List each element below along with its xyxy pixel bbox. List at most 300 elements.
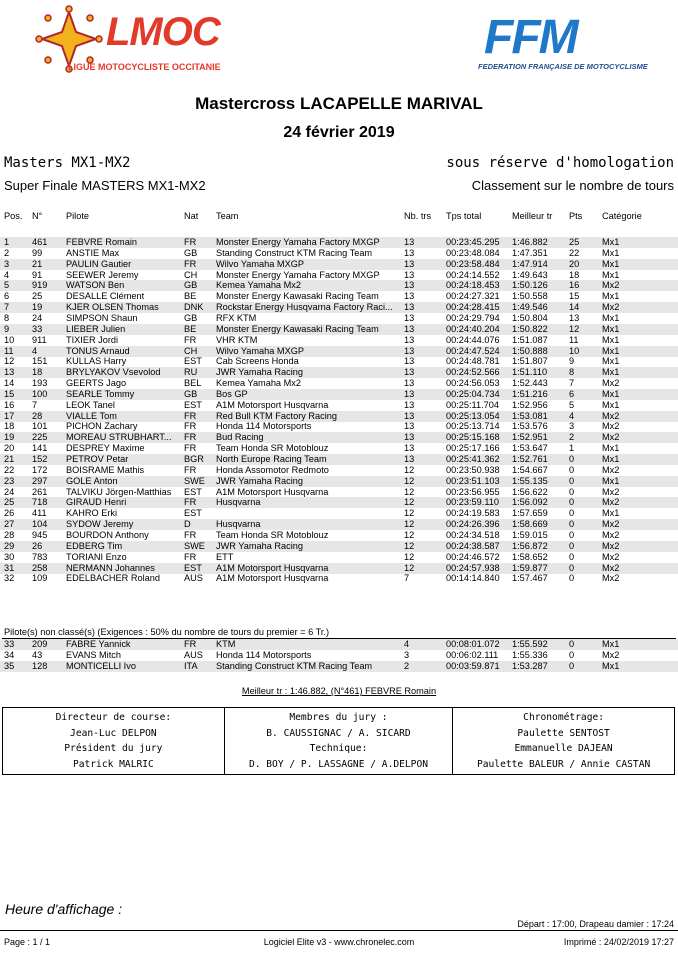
cell-nat: EST bbox=[184, 562, 202, 573]
cell-rider: PAULIN Gautier bbox=[66, 258, 132, 269]
cell-nat: DNK bbox=[184, 302, 204, 313]
cell-rider: EDBERG Tim bbox=[66, 540, 123, 551]
cell-nat: GB bbox=[184, 388, 198, 399]
cell-team: Team Honda SR Motoblouz bbox=[216, 529, 329, 540]
cell-rider: FABRE Yannick bbox=[66, 639, 131, 649]
cell-total-time: 00:25:15.168 bbox=[446, 432, 500, 443]
cell-laps: 12 bbox=[404, 464, 415, 475]
cell-points: 0 bbox=[569, 464, 575, 475]
cell-rider: BOURDON Anthony bbox=[66, 529, 149, 540]
table-row bbox=[0, 530, 678, 541]
cell-laps: 12 bbox=[404, 475, 415, 486]
timing-person-1: Paulette SENTOST bbox=[517, 727, 610, 739]
cell-category: Mx1 bbox=[602, 399, 620, 410]
cell-laps: 13 bbox=[404, 269, 415, 280]
cell-points: 0 bbox=[569, 639, 575, 649]
cell-category: Mx1 bbox=[602, 247, 620, 258]
cell-nat: FR bbox=[184, 464, 197, 475]
cell-category: Mx1 bbox=[602, 323, 620, 334]
cell-number: 919 bbox=[32, 280, 48, 291]
cell-team: ETT bbox=[216, 551, 234, 562]
cell-number: 461 bbox=[32, 237, 48, 247]
cell-total-time: 00:24:57.938 bbox=[446, 562, 500, 573]
cell-team: A1M Motorsport Husqvarna bbox=[216, 573, 329, 584]
cell-team: Wilvo Yamaha MXGP bbox=[216, 258, 304, 269]
table-row bbox=[0, 324, 678, 335]
cell-total-time: 00:06:02.111 bbox=[446, 649, 499, 660]
cell-team: Monster Energy Yamaha Factory MXGP bbox=[216, 237, 380, 247]
cell-points: 18 bbox=[569, 269, 580, 280]
cell-best-lap: 1:53.287 bbox=[512, 660, 548, 671]
cell-nat: ITA bbox=[184, 660, 198, 671]
cell-number: 99 bbox=[32, 247, 43, 258]
cell-category: Mx1 bbox=[602, 508, 620, 519]
cell-laps: 12 bbox=[404, 486, 415, 497]
cell-total-time: 00:23:45.295 bbox=[446, 237, 500, 247]
cell-rider: FEBVRE Romain bbox=[66, 237, 137, 247]
not-classified-note: Pilote(s) non classé(s) (Exigences : 50% du nombre de tours du premier = 6 Tr.) bbox=[4, 627, 330, 637]
posting-time-label: Heure d'affichage : bbox=[5, 901, 123, 917]
table-row bbox=[0, 291, 678, 302]
cell-best-lap: 1:51.110 bbox=[512, 367, 548, 378]
cell-total-time: 00:24:46.572 bbox=[446, 551, 500, 562]
cell-nat: FR bbox=[184, 237, 197, 247]
col-total-time: Tps total bbox=[446, 211, 482, 221]
cell-points: 0 bbox=[569, 497, 575, 508]
table-row bbox=[0, 411, 678, 422]
cell-nat: BGR bbox=[184, 454, 204, 464]
cell-category: Mx1 bbox=[602, 475, 620, 486]
cell-number: 43 bbox=[32, 649, 43, 660]
cell-team: RFX KTM bbox=[216, 312, 257, 323]
cell-laps: 7 bbox=[404, 573, 410, 584]
cell-rider: PICHON Zachary bbox=[66, 421, 138, 432]
cell-best-lap: 1:58.669 bbox=[512, 519, 548, 530]
cell-team: Honda 114 Motorsports bbox=[216, 421, 312, 432]
table-row bbox=[0, 573, 678, 584]
cell-team: Honda Assomotor Redmoto bbox=[216, 464, 329, 475]
cell-category: Mx2 bbox=[602, 540, 620, 551]
homologation-note: sous réserve d'homologation bbox=[446, 155, 674, 171]
officials-table bbox=[2, 707, 675, 775]
table-row bbox=[0, 650, 678, 661]
cell-number: 911 bbox=[32, 334, 47, 345]
cell-rider: KAHRO Erki bbox=[66, 508, 118, 519]
table-row bbox=[0, 302, 678, 313]
cell-points: 0 bbox=[569, 649, 575, 660]
cell-total-time: 00:24:44.076 bbox=[446, 334, 500, 345]
cell-nat: EST bbox=[184, 486, 202, 497]
table-row bbox=[0, 389, 678, 400]
cell-team: Husqvarna bbox=[216, 497, 261, 508]
cell-nat: SWE bbox=[184, 540, 205, 551]
cell-best-lap: 1:49.546 bbox=[512, 302, 548, 313]
cell-best-lap: 1:47.351 bbox=[512, 247, 548, 258]
cell-nat: SWE bbox=[184, 475, 205, 486]
cell-best-lap: 1:55.592 bbox=[512, 639, 548, 649]
table-row bbox=[0, 519, 678, 530]
cell-team: Bud Racing bbox=[216, 432, 264, 443]
cell-laps: 12 bbox=[404, 508, 415, 519]
table-row bbox=[0, 552, 678, 563]
cell-nat: GB bbox=[184, 280, 198, 291]
cell-pos: 20 bbox=[4, 443, 15, 454]
col-team: Team bbox=[216, 211, 239, 221]
cell-laps: 2 bbox=[404, 660, 410, 671]
cell-points: 0 bbox=[569, 529, 575, 540]
table-row bbox=[0, 497, 678, 508]
cell-nat: FR bbox=[184, 334, 197, 345]
cell-category: Mx2 bbox=[602, 486, 620, 497]
cell-laps: 13 bbox=[404, 367, 415, 378]
table-row bbox=[0, 465, 678, 476]
cell-points: 14 bbox=[569, 302, 580, 313]
cell-rider: MOREAU STRUBHART... bbox=[66, 432, 172, 443]
start-info: Départ : 17:00, Drapeau damier : 17:24 bbox=[517, 919, 674, 929]
cell-total-time: 00:24:29.794 bbox=[446, 312, 500, 323]
cell-number: 101 bbox=[32, 421, 48, 432]
cell-team: JWR Yamaha Racing bbox=[216, 475, 303, 486]
cell-rider: SYDOW Jeremy bbox=[66, 519, 134, 530]
jury-label: Membres du jury : bbox=[289, 712, 388, 723]
cell-laps: 13 bbox=[404, 323, 415, 334]
cell-points: 0 bbox=[569, 519, 575, 530]
cell-total-time: 00:24:18.453 bbox=[446, 280, 500, 291]
cell-total-time: 00:24:34.518 bbox=[446, 529, 500, 540]
cell-rider: EDELBACHER Roland bbox=[66, 573, 160, 584]
session-name: Super Finale MASTERS MX1-MX2 bbox=[4, 178, 206, 193]
cell-number: 718 bbox=[32, 497, 48, 508]
cell-pos: 35 bbox=[4, 660, 15, 671]
cell-pos: 33 bbox=[4, 639, 15, 649]
cell-points: 2 bbox=[569, 432, 575, 443]
cell-best-lap: 1:55.135 bbox=[512, 475, 548, 486]
cell-laps: 13 bbox=[404, 454, 415, 464]
cell-rider: BRYLYAKOV Vsevolod bbox=[66, 367, 161, 378]
cell-nat: AUS bbox=[184, 573, 203, 584]
cell-total-time: 00:03:59.871 bbox=[446, 660, 500, 671]
table-row bbox=[0, 313, 678, 324]
timing-label: Chronométrage: bbox=[523, 712, 605, 723]
col-number: N° bbox=[32, 211, 43, 221]
cell-pos: 4 bbox=[4, 269, 10, 280]
cell-category: Mx1 bbox=[602, 443, 620, 454]
cell-nat: CH bbox=[184, 345, 198, 356]
footer-divider bbox=[0, 930, 678, 931]
cell-laps: 13 bbox=[404, 280, 415, 291]
cell-laps: 13 bbox=[404, 312, 415, 323]
cell-pos: 24 bbox=[4, 486, 15, 497]
cell-best-lap: 1:47.914 bbox=[512, 258, 548, 269]
cell-laps: 13 bbox=[404, 388, 415, 399]
cell-team: Kemea Yamaha Mx2 bbox=[216, 280, 301, 291]
cell-team: A1M Motorsport Husqvarna bbox=[216, 486, 329, 497]
table-row bbox=[0, 346, 678, 357]
cell-pos: 23 bbox=[4, 475, 15, 486]
cell-number: 945 bbox=[32, 529, 48, 540]
cell-laps: 13 bbox=[404, 237, 415, 247]
cell-rider: GIRAUD Henri bbox=[66, 497, 127, 508]
table-row bbox=[0, 487, 678, 498]
cell-pos: 18 bbox=[4, 421, 15, 432]
col-nat: Nat bbox=[184, 211, 199, 221]
table-row bbox=[0, 367, 678, 378]
lmoc-tagline: LIGUE MOTOCYCLISTE OCCITANIE bbox=[68, 62, 221, 72]
cell-pos: 28 bbox=[4, 529, 15, 540]
cell-category: Mx2 bbox=[602, 378, 620, 389]
cell-best-lap: 1:54.667 bbox=[512, 464, 548, 475]
cell-points: 5 bbox=[569, 399, 575, 410]
best-lap-line bbox=[0, 686, 678, 696]
cell-category: Mx1 bbox=[602, 367, 620, 378]
cell-number: 258 bbox=[32, 562, 48, 573]
col-laps: Nb. trs bbox=[404, 211, 432, 221]
col-best-lap: Meilleur tr bbox=[512, 211, 553, 221]
cell-team: Rockstar Energy Husqvarna Factory Raci... bbox=[216, 302, 393, 313]
cell-pos: 27 bbox=[4, 519, 15, 530]
jury-members: B. CAUSSIGNAC / A. SICARD bbox=[266, 727, 411, 739]
cell-pos: 14 bbox=[4, 378, 15, 389]
table-row bbox=[0, 443, 678, 454]
cell-nat: FR bbox=[184, 639, 197, 649]
cell-rider: PETROV Petar bbox=[66, 454, 129, 464]
col-rider: Pilote bbox=[66, 211, 89, 221]
cell-laps: 13 bbox=[404, 334, 415, 345]
cell-team: A1M Motorsport Husqvarna bbox=[216, 562, 329, 573]
event-date: 24 février 2019 bbox=[283, 124, 395, 141]
cell-total-time: 00:25:13.714 bbox=[446, 421, 500, 432]
cell-rider: SIMPSON Shaun bbox=[66, 312, 138, 323]
cell-total-time: 00:23:59.110 bbox=[446, 497, 499, 508]
cell-points: 13 bbox=[569, 312, 580, 323]
cell-category: Mx1 bbox=[602, 258, 620, 269]
cell-total-time: 00:23:58.484 bbox=[446, 258, 500, 269]
cell-points: 0 bbox=[569, 573, 575, 584]
cell-total-time: 00:14:14.840 bbox=[446, 573, 500, 584]
cell-best-lap: 1:57.467 bbox=[512, 573, 548, 584]
cell-team: Monster Energy Kawasaki Racing Team bbox=[216, 291, 379, 302]
event-title: Mastercross LACAPELLE MARIVAL bbox=[195, 94, 483, 113]
cell-laps: 13 bbox=[404, 302, 415, 313]
cell-rider: DESALLE Clément bbox=[66, 291, 145, 302]
cell-points: 12 bbox=[569, 323, 580, 334]
cell-best-lap: 1:46.882 bbox=[512, 237, 548, 247]
cell-team: Wilvo Yamaha MXGP bbox=[216, 345, 304, 356]
cell-rider: KULLAS Harry bbox=[66, 356, 127, 367]
cell-best-lap: 1:56.092 bbox=[512, 497, 548, 508]
jury-president-label: Président du jury bbox=[64, 743, 163, 754]
cell-nat: FR bbox=[184, 410, 197, 421]
cell-nat: FR bbox=[184, 529, 197, 540]
cell-best-lap: 1:52.956 bbox=[512, 399, 548, 410]
cell-nat: EST bbox=[184, 356, 202, 367]
cell-nat: EST bbox=[184, 508, 202, 519]
cell-pos: 7 bbox=[4, 302, 10, 313]
best-lap-text: Meilleur tr : 1:46.882, (N°461) FEBVRE Romain bbox=[241, 686, 437, 696]
cell-total-time: 00:25:41.362 bbox=[446, 454, 500, 464]
cell-nat: BE bbox=[184, 291, 197, 302]
ffm-logo bbox=[478, 10, 658, 72]
cell-number: 209 bbox=[32, 639, 48, 649]
cell-laps: 12 bbox=[404, 551, 415, 562]
cell-points: 0 bbox=[569, 551, 575, 562]
cell-pos: 16 bbox=[4, 399, 15, 410]
cell-total-time: 00:24:28.415 bbox=[446, 302, 500, 313]
cell-number: 24 bbox=[32, 312, 43, 323]
cell-rider: TIXIER Jordi bbox=[66, 334, 119, 345]
cell-nat: BEL bbox=[184, 378, 202, 389]
cell-best-lap: 1:52.443 bbox=[512, 378, 548, 389]
cell-laps: 3 bbox=[404, 649, 410, 660]
cell-best-lap: 1:53.576 bbox=[512, 421, 548, 432]
cell-rider: GEERTS Jago bbox=[66, 378, 127, 389]
cell-pos: 19 bbox=[4, 432, 15, 443]
table-row bbox=[0, 432, 678, 443]
cell-pos: 15 bbox=[4, 388, 15, 399]
cell-rider: ANSTIE Max bbox=[66, 247, 120, 258]
col-category: Catégorie bbox=[602, 211, 642, 221]
cell-pos: 9 bbox=[4, 323, 10, 334]
cell-rider: GOLE Anton bbox=[66, 475, 118, 486]
cell-category: Mx2 bbox=[602, 497, 620, 508]
cell-pos: 6 bbox=[4, 291, 10, 302]
cell-rider: SEARLE Tommy bbox=[66, 388, 135, 399]
cell-points: 16 bbox=[569, 280, 580, 291]
cell-rider: BOISRAME Mathis bbox=[66, 464, 145, 475]
cell-points: 3 bbox=[569, 421, 575, 432]
cell-nat: FR bbox=[184, 258, 197, 269]
cell-rider: LEOK Tanel bbox=[66, 399, 115, 410]
cell-number: 411 bbox=[32, 508, 47, 519]
cell-team: Monster Energy Yamaha Factory MXGP bbox=[216, 269, 380, 280]
cell-nat: FR bbox=[184, 551, 197, 562]
cell-nat: AUS bbox=[184, 649, 203, 660]
ffm-tagline: FEDERATION FRANÇAISE DE MOTOCYCLISME bbox=[478, 62, 648, 71]
cell-nat: GB bbox=[184, 247, 198, 258]
cell-laps: 12 bbox=[404, 497, 415, 508]
table-row bbox=[0, 270, 678, 281]
table-row bbox=[0, 356, 678, 367]
cell-best-lap: 1:51.087 bbox=[512, 334, 548, 345]
cell-team: JWR Yamaha Racing bbox=[216, 367, 303, 378]
director-name: Jean-Luc DELPON bbox=[70, 727, 157, 739]
director-label: Directeur de course: bbox=[55, 712, 172, 723]
cell-best-lap: 1:53.647 bbox=[512, 443, 548, 454]
cell-best-lap: 1:51.216 bbox=[512, 388, 548, 399]
cell-team: KTM bbox=[216, 639, 236, 649]
cell-points: 25 bbox=[569, 237, 580, 247]
cell-category: Mx2 bbox=[602, 280, 620, 291]
cell-number: 91 bbox=[32, 269, 43, 280]
cell-pos: 13 bbox=[4, 367, 15, 378]
cell-pos: 34 bbox=[4, 649, 15, 660]
cell-team: VHR KTM bbox=[216, 334, 258, 345]
cell-laps: 13 bbox=[404, 291, 415, 302]
cell-laps: 13 bbox=[404, 432, 415, 443]
cell-laps: 13 bbox=[404, 443, 415, 454]
cell-number: 19 bbox=[32, 302, 43, 313]
cell-number: 128 bbox=[32, 660, 48, 671]
software-credit: Logiciel Elite v3 - www.chronelec.com bbox=[263, 937, 415, 947]
cell-category: Mx2 bbox=[602, 421, 620, 432]
cell-best-lap: 1:50.888 bbox=[512, 345, 548, 356]
cell-pos: 17 bbox=[4, 410, 15, 421]
cell-points: 22 bbox=[569, 247, 580, 258]
timing-person-2: Emmanuelle DAJEAN bbox=[514, 743, 613, 754]
cell-category: Mx1 bbox=[602, 291, 620, 302]
lmoc-logo bbox=[34, 4, 234, 80]
cell-total-time: 00:24:47.524 bbox=[446, 345, 500, 356]
cell-pos: 1 bbox=[4, 237, 10, 247]
cell-points: 9 bbox=[569, 356, 575, 367]
cell-number: 783 bbox=[32, 551, 48, 562]
cell-number: 25 bbox=[32, 291, 43, 302]
table-row bbox=[0, 378, 678, 389]
cell-category: Mx2 bbox=[602, 562, 620, 573]
cell-rider: KJER OLSEN Thomas bbox=[66, 302, 159, 313]
cell-rider: EVANS Mitch bbox=[66, 649, 121, 660]
cell-team: Monster Energy Kawasaki Racing Team bbox=[216, 323, 379, 334]
cell-category: Mx1 bbox=[602, 356, 620, 367]
cell-laps: 12 bbox=[404, 562, 415, 573]
cell-rider: VIALLE Tom bbox=[66, 410, 117, 421]
cell-category: Mx2 bbox=[602, 464, 620, 475]
cell-points: 4 bbox=[569, 410, 575, 421]
cell-category: Mx1 bbox=[602, 334, 620, 345]
cell-points: 0 bbox=[569, 475, 575, 486]
cell-points: 8 bbox=[569, 367, 575, 378]
cell-rider: MONTICELLI Ivo bbox=[66, 660, 136, 671]
table-row bbox=[0, 661, 678, 672]
cell-laps: 13 bbox=[404, 345, 415, 356]
col-points: Pts bbox=[569, 211, 583, 221]
jury-president-name: Patrick MALRIC bbox=[72, 758, 154, 770]
cell-number: 193 bbox=[32, 378, 48, 389]
cell-points: 15 bbox=[569, 291, 580, 302]
cell-pos: 22 bbox=[4, 464, 15, 475]
cell-pos: 2 bbox=[4, 247, 10, 258]
cell-total-time: 00:23:48.084 bbox=[446, 247, 500, 258]
cell-best-lap: 1:50.558 bbox=[512, 291, 548, 302]
technical-members: D. BOY / P. LASSAGNE / A.DELPON bbox=[248, 758, 429, 770]
cell-total-time: 00:23:56.955 bbox=[446, 486, 500, 497]
cell-category: Mx1 bbox=[602, 388, 620, 399]
cell-number: 21 bbox=[32, 258, 43, 269]
table-row bbox=[0, 563, 678, 574]
cell-category: Mx2 bbox=[602, 519, 620, 530]
cell-points: 0 bbox=[569, 486, 575, 497]
cell-category: Mx2 bbox=[602, 529, 620, 540]
cell-total-time: 00:24:56.053 bbox=[446, 378, 500, 389]
cell-laps: 13 bbox=[404, 258, 415, 269]
cell-number: 151 bbox=[32, 356, 48, 367]
cell-number: 225 bbox=[32, 432, 48, 443]
race-category: Masters MX1-MX2 bbox=[4, 155, 131, 171]
cell-best-lap: 1:50.822 bbox=[512, 323, 548, 334]
cell-laps: 13 bbox=[404, 399, 415, 410]
table-row bbox=[0, 280, 678, 291]
cell-best-lap: 1:52.951 bbox=[512, 432, 548, 443]
cell-pos: 11 bbox=[4, 345, 14, 356]
cell-best-lap: 1:51.807 bbox=[512, 356, 548, 367]
table-row bbox=[0, 454, 678, 465]
cell-points: 1 bbox=[569, 443, 575, 454]
col-pos: Pos. bbox=[4, 211, 23, 221]
cell-category: Mx2 bbox=[602, 302, 620, 313]
cell-pos: 10 bbox=[4, 334, 15, 345]
table-row bbox=[0, 259, 678, 270]
cell-pos: 32 bbox=[4, 573, 15, 584]
